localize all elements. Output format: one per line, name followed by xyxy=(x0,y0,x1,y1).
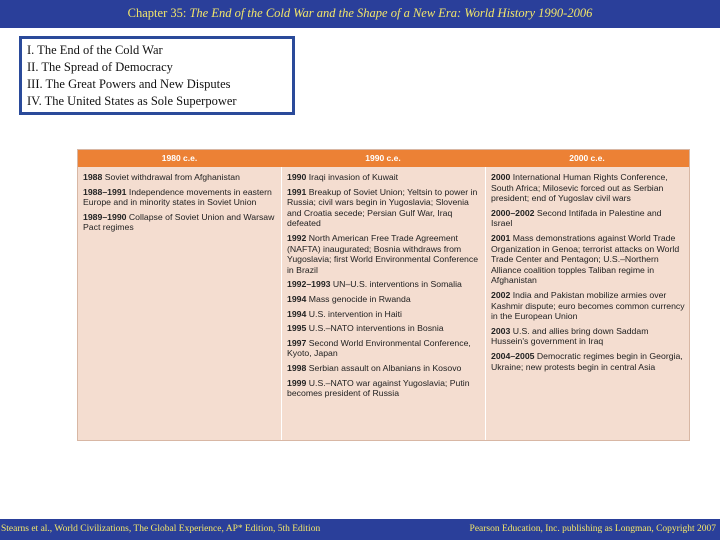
entry-text: Collapse of Soviet Union and Warsaw Pact regimes xyxy=(83,211,275,233)
timeline-entry xyxy=(491,290,685,322)
timeline-header-row xyxy=(78,150,689,167)
timeline-column-2000 xyxy=(485,167,689,440)
timeline-column-1980 xyxy=(78,167,281,440)
timeline-entry xyxy=(287,378,481,399)
entry-year: 1988–1991 xyxy=(83,186,127,197)
entry-text: Iraqi invasion of Kuwait xyxy=(308,172,399,182)
entry-text: Serbian assault on Albanians in Kosovo xyxy=(308,362,462,373)
entry-text: North American Free Trade Agreement (NAFTA) inaugurated; Bosnia withdraws from Yugoslavia; first World Environmental Conference in Brazil xyxy=(287,232,479,275)
timeline-entry xyxy=(287,187,481,229)
entry-year: 1988 xyxy=(83,172,103,182)
outline-item: I. The End of the Cold War xyxy=(27,43,163,57)
timeline-entry xyxy=(287,323,481,334)
entry-year: 2000 xyxy=(491,172,511,182)
entry-text: U.S.–NATO interventions in Bosnia xyxy=(308,323,444,334)
timeline-entry xyxy=(491,326,685,347)
chapter-outline xyxy=(19,36,295,115)
column-heading: 2000 c.e. xyxy=(569,153,605,163)
chapter-header xyxy=(0,0,720,28)
entry-year: 1994 xyxy=(287,308,307,319)
timeline-entry xyxy=(287,309,481,320)
entry-text: Democratic regimes begin in Georgia, Ukraine; new protests begin in central Asia xyxy=(491,350,683,372)
entry-year: 1998 xyxy=(287,362,307,373)
footer-citation: Stearns et al., World Civilizations, The Global Experience, AP* Edition, 5th Edition xyxy=(1,524,321,534)
entry-year: 2003 xyxy=(491,325,511,336)
entry-text: Second World Environmental Conference, Kyoto, Japan xyxy=(287,337,471,359)
column-heading: 1980 c.e. xyxy=(161,153,198,163)
entry-year: 1992–1993 xyxy=(287,279,331,290)
entry-year: 1994 xyxy=(287,293,307,304)
timeline-column-1990 xyxy=(281,167,485,440)
entry-text: India and Pakistan mobilize armies over Kashmir dispute; euro becomes common currency in the European Union xyxy=(491,289,685,322)
footer-bar xyxy=(0,519,720,540)
entry-text: Soviet withdrawal from Afghanistan xyxy=(104,172,240,182)
column-heading: 1990 c.e. xyxy=(365,153,401,163)
chapter-label: Chapter 35: xyxy=(127,6,190,20)
entry-year: 1997 xyxy=(287,337,307,348)
entry-year: 1995 xyxy=(287,323,307,334)
outline-item: II. The Spread of Democracy xyxy=(27,60,173,74)
entry-year: 2004–2005 xyxy=(491,350,535,361)
chapter-title: The End of the Cold War and the Shape of a New Era: World History 1990-2006 xyxy=(189,6,593,20)
entry-text: Mass demonstrations against World Trade Organization in Genoa; terrorist attacks on World Trade Center and Pentagon; U.S.–Northern Alliance coalition topples Taliban regime in Afghanistan xyxy=(491,232,680,286)
outline-item: III. The Great Powers and New Disputes xyxy=(27,77,231,91)
timeline-entry xyxy=(83,172,277,183)
entry-year: 2001 xyxy=(491,232,511,243)
entry-year: 1989–1990 xyxy=(83,211,127,222)
entry-text: Second Intifada in Palestine and Israel xyxy=(491,207,662,229)
entry-text: Independence movements in eastern Europe and in minority states in Soviet Union xyxy=(83,186,272,208)
entry-text: U.S. and allies bring down Saddam Hussein's government in Iraq xyxy=(491,325,649,347)
entry-text: International Human Rights Conference, South Africa; Milosevic forced out as Serbian president; end of Yugoslav civil wars xyxy=(491,172,668,204)
timeline-entry xyxy=(83,212,277,233)
footer-copyright: Pearson Education, Inc. publishing as Longman, Copyright 2007 xyxy=(469,524,716,534)
entry-year: 1999 xyxy=(287,377,307,388)
entry-year: 1990 xyxy=(287,172,307,182)
timeline-entry xyxy=(287,172,481,183)
timeline-entry xyxy=(491,172,685,204)
timeline-entry xyxy=(491,233,685,286)
timeline-entry xyxy=(287,279,481,290)
entry-text: Breakup of Soviet Union; Yeltsin to power in Russia; civil wars begin in Yugoslavia; Slovenia and Croatia secede; Persian Gulf War, Iraq defeated xyxy=(287,186,478,229)
entry-text: U.S.–NATO war against Yugoslavia; Putin becomes president of Russia xyxy=(287,377,470,399)
entry-year: 2002 xyxy=(491,289,511,300)
outline-item: IV. The United States as Sole Superpower xyxy=(27,94,237,108)
timeline-entry xyxy=(491,208,685,229)
entry-year: 1992 xyxy=(287,232,307,243)
timeline-table xyxy=(77,149,690,441)
timeline-entry xyxy=(287,233,481,275)
timeline-entry xyxy=(287,338,481,359)
timeline-entry xyxy=(287,363,481,374)
entry-year: 2000–2002 xyxy=(491,207,535,218)
entry-text: U.S. intervention in Haiti xyxy=(308,308,402,319)
timeline-entry xyxy=(83,187,277,208)
entry-text: UN–U.S. interventions in Somalia xyxy=(332,279,462,290)
entry-year: 1991 xyxy=(287,186,307,197)
timeline-entry xyxy=(287,294,481,305)
timeline-entry xyxy=(491,351,685,372)
entry-text: Mass genocide in Rwanda xyxy=(308,293,411,304)
